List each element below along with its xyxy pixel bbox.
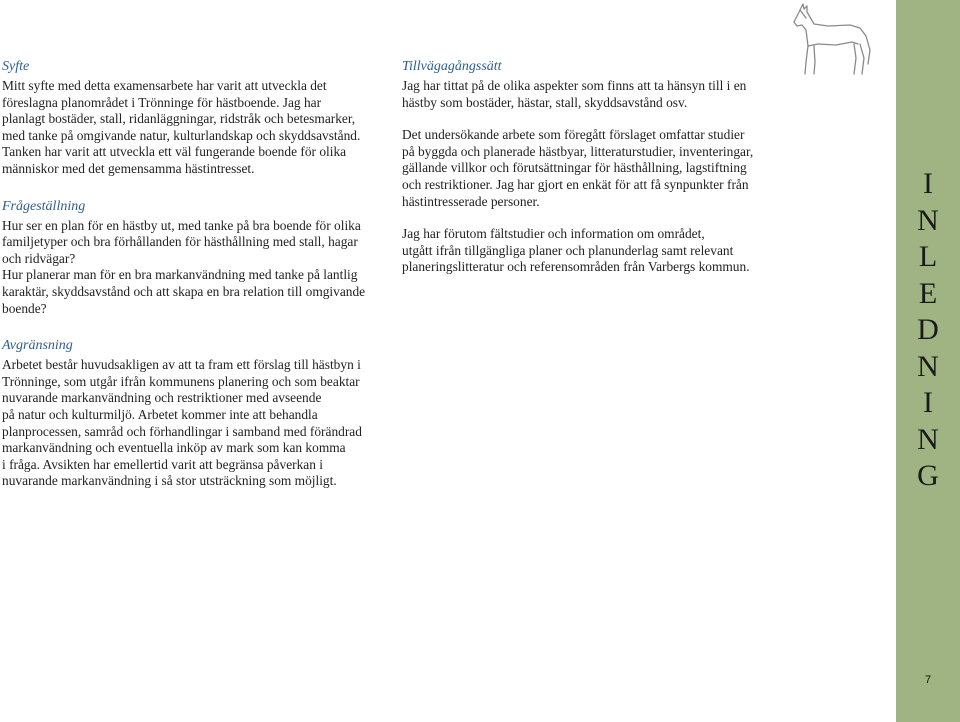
title-letter: N <box>917 422 939 456</box>
title-letter: L <box>918 240 938 273</box>
horse-logo-icon <box>784 0 880 80</box>
text-line: på byggda och planerade hästbyar, litteraturstudier, inventeringar, <box>402 143 754 159</box>
title-letter: N <box>917 349 939 383</box>
text-line: människor med det gemensamma hästintresset. <box>2 160 255 176</box>
text-line: och ridvägar? <box>2 250 76 266</box>
syfte-paragraph <box>2 78 378 178</box>
text-line: gällande villkor och förutsättningar för hästhållning, lagstiftning <box>402 160 747 176</box>
method-paragraph-1 <box>402 78 780 111</box>
text-line: Trönninge, som utgår ifrån kommunens planering och som beaktar <box>2 373 360 389</box>
text-line: nuvarande markanvändning i så stor utsträckning som möjligt. <box>2 473 337 489</box>
text-line: föreslagna planområdet i Trönninge för hästboende. Jag har <box>2 94 322 110</box>
avgransning-paragraph <box>2 357 378 490</box>
page-number: 7 <box>924 674 932 686</box>
text-line: karaktär, skyddsavstånd och att skapa en bra relation till omgivande <box>2 283 366 299</box>
syfte-heading: Syfte <box>2 59 30 74</box>
text-line: planprocessen, samråd och förhandlingar i samband med förändrad <box>2 423 362 439</box>
text-line: Jag har förutom fältstudier och information om området, <box>402 226 705 242</box>
text-line: Det undersökande arbete som föregått förslaget omfattar studier <box>402 127 745 143</box>
text-line: Hur ser en plan för en hästby ut, med tanke på bra boende för olika <box>2 217 361 233</box>
text-line: på natur och kulturmiljö. Arbetet kommer inte att behandla <box>2 406 318 422</box>
title-letter: N <box>917 203 939 237</box>
text-line: och restriktioner. Jag har gjort en enkät för att få synpunkter från <box>402 176 749 192</box>
title-letter: D <box>917 313 939 346</box>
text-line: planeringslitteratur och referensområden från Varbergs kommun. <box>402 259 750 275</box>
method-paragraph-3 <box>402 226 780 276</box>
text-line: Mitt syfte med detta examensarbete har varit att utveckla det <box>2 78 327 93</box>
chapter-sidebar <box>896 0 960 722</box>
fragestallning-heading: Frågeställning <box>2 198 86 214</box>
title-letter: I <box>923 167 933 200</box>
text-line: nuvarande markanvändning och restriktioner med avseende <box>2 390 322 406</box>
avgransning-heading: Avgränsning <box>2 338 73 354</box>
text-line: hästby som bostäder, hästar, stall, skyddsavstånd osv. <box>402 94 688 110</box>
text-line: Hur planerar man för en bra markanvändning med tanke på lantlig <box>2 267 358 283</box>
method-paragraph-2 <box>402 127 780 210</box>
text-line: markanvändning och eventuella inköp av mark som kan komma <box>2 440 346 456</box>
chapter-title-vertical <box>896 166 960 495</box>
text-line: Jag har tittat på de olika aspekter som finns att ta hänsyn till i en <box>402 78 747 93</box>
text-line: boende? <box>2 300 47 316</box>
text-line: familjetyper och bra förhållanden för hästhållning med stall, hagar <box>2 234 358 250</box>
right-column <box>402 58 780 276</box>
title-letter: G <box>917 459 939 492</box>
text-line: i fråga. Avsikten har emellertid varit att begränsa påverkan i <box>2 456 323 472</box>
left-column <box>2 58 378 490</box>
text-line: Tanken har varit att utveckla ett väl fungerande boende för olika <box>2 144 347 160</box>
text-line: planlagt bostäder, stall, ridanläggningar, ridstråk och betesmarker, <box>2 111 356 127</box>
text-line: med tanke på omgivande natur, kulturlandskap och skyddsavstånd. <box>2 127 361 143</box>
title-letter: E <box>918 276 938 310</box>
text-line: hästintresserade personer. <box>402 193 540 209</box>
text-line: Arbetet består huvudsakligen av att ta fram ett förslag till hästbyn i <box>2 357 361 373</box>
title-letter: I <box>923 386 933 419</box>
text-line: utgått ifrån tillgängliga planer och planunderlag samt relevant <box>402 242 734 258</box>
tillvagagangssatt-heading: Tillvägagångssätt <box>402 59 502 74</box>
fragestallning-paragraph <box>2 218 378 318</box>
